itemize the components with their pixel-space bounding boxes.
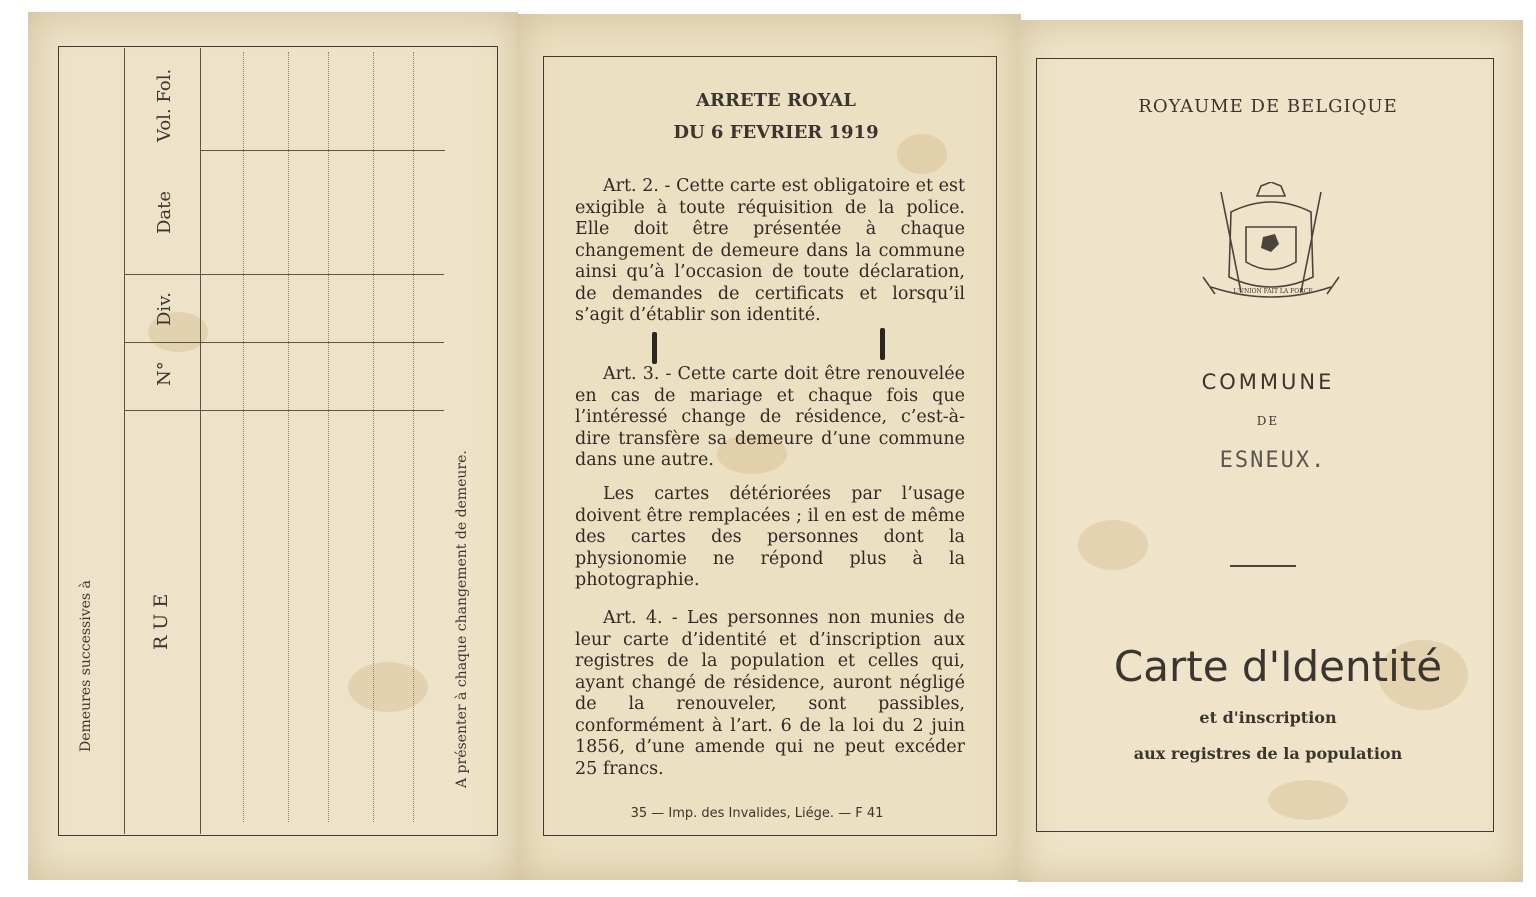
column-header-rue: RUE	[150, 587, 172, 650]
column-divider	[200, 48, 201, 834]
present-on-change-note: A présenter à chaque changement de demeure.	[454, 450, 470, 788]
row-divider	[124, 342, 444, 343]
article-4: Art. 4. - Les personnes non munies de leur carte d’identité et d’inscription aux registres de la population et celles qui, ayant changé de résidence, auront négligé de la renouveler, sont passibles, conformément à l’art. 6 de la loi du 2 juin 1856, d’une amende qui ne peut excéder 25 francs.	[575, 608, 965, 779]
column-header-div: Div.	[154, 292, 175, 326]
card-subtitle-line2: aux registres de la population	[1133, 744, 1403, 763]
decree-title-line1: ARRETE ROYAL	[696, 90, 856, 111]
motto-ribbon: L'UNION FAIT LA FORCE	[1233, 288, 1313, 295]
row-divider	[124, 274, 444, 275]
card-subtitle-line1: et d'inscription	[1199, 708, 1337, 727]
staple-hole	[880, 328, 885, 360]
staple-hole	[652, 332, 657, 364]
row-divider	[200, 150, 445, 151]
right-panel-cover	[1018, 20, 1523, 882]
card-title: Carte d'Identité	[1113, 642, 1443, 691]
residences-label: Demeures successives à	[78, 580, 94, 752]
article-cards-damaged: Les cartes détériorées par l’usage doivent être remplacées ; il en est de même des cartes des personnes dont la physionomie ne répond plus à la photographie.	[575, 484, 965, 590]
separator-rule	[1230, 565, 1296, 567]
column-header-no: N°	[154, 361, 175, 386]
printer-footer: 35 — Imp. des Invalides, Liége. — F 41	[630, 806, 884, 821]
column-header-date: Date	[154, 190, 175, 234]
column-header-vol-fol: Vol. Fol.	[154, 68, 175, 142]
commune-name-stamp: ESNEUX.	[1219, 448, 1327, 473]
middle-panel-royal-decree	[517, 14, 1021, 880]
column-divider	[124, 48, 125, 834]
article-3: Art. 3. - Cette carte doit être renouvelée en cas de mariage et chaque fois que l’intéressé change de résidence, c’est-à-dire transfère sa demeure d’une commune dans une autre.	[575, 364, 965, 470]
left-panel-residence-register	[28, 12, 518, 880]
commune-de: DE	[1256, 414, 1280, 428]
decree-title-line2: DU 6 FEVRIER 1919	[673, 122, 879, 143]
commune-heading: COMMUNE	[1201, 370, 1335, 394]
article-2: Art. 2. - Cette carte est obligatoire et est exigible à toute réquisition de la police. Elle doit être présentée à chaque changement de demeure dans la commune ainsi qu’à l’occasion de toute déclaration, de demandes de certificats et lorsqu’il s’agit d’établir son identité.	[575, 176, 965, 325]
row-divider	[124, 410, 444, 411]
kingdom-heading: ROYAUME DE BELGIQUE	[1138, 96, 1398, 117]
